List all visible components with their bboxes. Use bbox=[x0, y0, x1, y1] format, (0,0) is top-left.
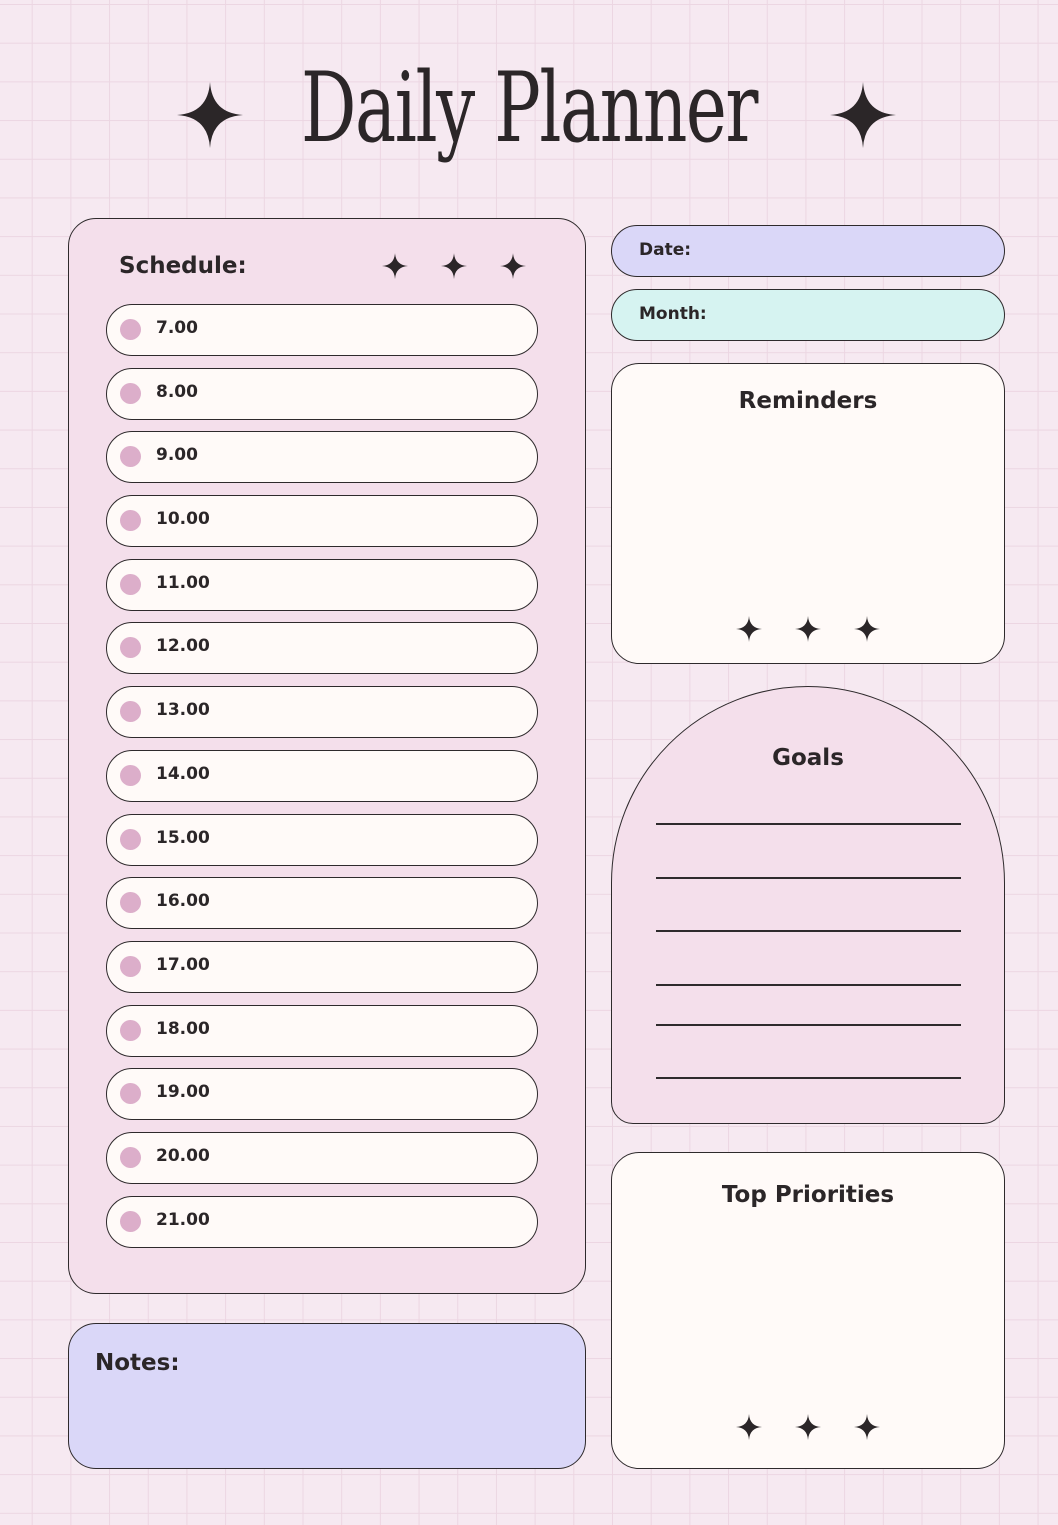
slot-dot bbox=[120, 956, 141, 977]
slot-dot bbox=[120, 1147, 141, 1168]
schedule-slot[interactable] bbox=[106, 1132, 538, 1184]
goal-line bbox=[656, 877, 961, 879]
slot-dot bbox=[120, 1211, 141, 1232]
slot-dot bbox=[120, 892, 141, 913]
slot-time: 15.00 bbox=[156, 828, 210, 848]
sparkle-icon bbox=[736, 616, 762, 642]
sparkle-icon bbox=[854, 1414, 880, 1440]
slot-time: 12.00 bbox=[156, 636, 210, 656]
goal-line bbox=[656, 930, 961, 932]
schedule-slot[interactable] bbox=[106, 368, 538, 420]
schedule-slot[interactable] bbox=[106, 1005, 538, 1057]
slot-time: 21.00 bbox=[156, 1210, 210, 1230]
sparkle-icon bbox=[441, 253, 467, 279]
slot-time: 8.00 bbox=[156, 382, 198, 402]
schedule-slot[interactable] bbox=[106, 814, 538, 866]
slot-dot bbox=[120, 765, 141, 786]
slot-time: 18.00 bbox=[156, 1019, 210, 1039]
slot-time: 14.00 bbox=[156, 764, 210, 784]
slot-dot bbox=[120, 701, 141, 722]
date-field[interactable] bbox=[611, 225, 1005, 277]
month-field[interactable] bbox=[611, 289, 1005, 341]
slot-dot bbox=[120, 829, 141, 850]
sparkle-icon bbox=[795, 1414, 821, 1440]
schedule-slot[interactable] bbox=[106, 686, 538, 738]
notes-panel[interactable] bbox=[68, 1323, 586, 1469]
goals-panel[interactable] bbox=[611, 686, 1005, 1124]
goal-line bbox=[656, 823, 961, 825]
slot-time: 7.00 bbox=[156, 318, 198, 338]
sparkle-icon bbox=[795, 616, 821, 642]
slot-time: 20.00 bbox=[156, 1146, 210, 1166]
top-priorities-panel[interactable] bbox=[611, 1152, 1005, 1469]
schedule-slot[interactable] bbox=[106, 495, 538, 547]
slot-time: 9.00 bbox=[156, 445, 198, 465]
slot-time: 10.00 bbox=[156, 509, 210, 529]
sparkle-icon bbox=[830, 82, 896, 148]
goal-line bbox=[656, 984, 961, 986]
schedule-slot[interactable] bbox=[106, 559, 538, 611]
goals-heading: Goals bbox=[772, 745, 844, 771]
slot-dot bbox=[120, 510, 141, 531]
schedule-slot[interactable] bbox=[106, 431, 538, 483]
schedule-slot[interactable] bbox=[106, 304, 538, 356]
schedule-slot[interactable] bbox=[106, 877, 538, 929]
notes-heading: Notes: bbox=[95, 1350, 180, 1376]
schedule-slot[interactable] bbox=[106, 1196, 538, 1248]
schedule-slot[interactable] bbox=[106, 1068, 538, 1120]
slot-time: 19.00 bbox=[156, 1082, 210, 1102]
goal-line bbox=[656, 1077, 961, 1079]
sparkle-icon bbox=[736, 1414, 762, 1440]
slot-time: 13.00 bbox=[156, 700, 210, 720]
goal-line bbox=[656, 1024, 961, 1026]
sparkle-icon bbox=[382, 253, 408, 279]
top-priorities-heading: Top Priorities bbox=[721, 1182, 895, 1208]
schedule-heading: Schedule: bbox=[119, 253, 247, 279]
slot-dot bbox=[120, 574, 141, 595]
schedule-slot[interactable] bbox=[106, 750, 538, 802]
schedule-panel bbox=[68, 218, 586, 1294]
sparkle-icon bbox=[854, 616, 880, 642]
schedule-slot[interactable] bbox=[106, 622, 538, 674]
slot-time: 16.00 bbox=[156, 891, 210, 911]
slot-dot bbox=[120, 446, 141, 467]
reminders-heading: Reminders bbox=[738, 388, 878, 414]
month-label: Month: bbox=[639, 304, 707, 324]
slot-time: 11.00 bbox=[156, 573, 210, 593]
reminders-panel[interactable] bbox=[611, 363, 1005, 664]
schedule-slot[interactable] bbox=[106, 941, 538, 993]
date-label: Date: bbox=[639, 240, 692, 260]
slot-dot bbox=[120, 637, 141, 658]
slot-dot bbox=[120, 319, 141, 340]
slot-dot bbox=[120, 1083, 141, 1104]
page-title: Daily Planner bbox=[301, 52, 757, 164]
slot-dot bbox=[120, 1020, 141, 1041]
slot-time: 17.00 bbox=[156, 955, 210, 975]
sparkle-icon bbox=[500, 253, 526, 279]
slot-dot bbox=[120, 383, 141, 404]
